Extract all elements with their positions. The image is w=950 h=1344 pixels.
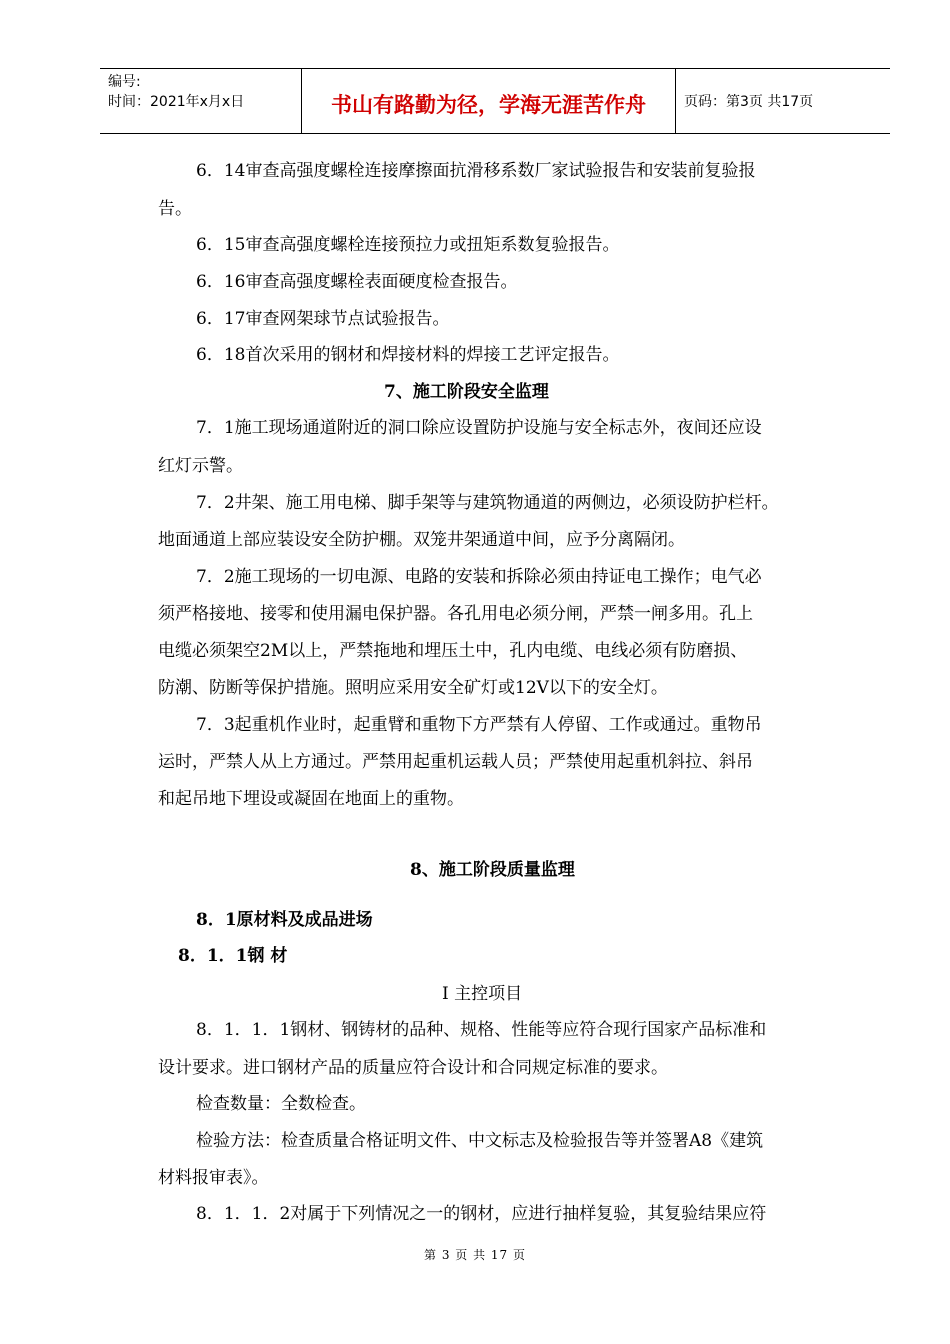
document-number-label: 编号:	[108, 74, 141, 90]
section-heading: 8．1原材料及成品进场	[196, 910, 373, 930]
header-page-info: 页码：第3页 共17页	[684, 94, 814, 110]
section-heading: 8．1．1钢 材	[178, 946, 288, 966]
header-meta	[100, 69, 302, 133]
page-header	[100, 68, 890, 134]
header-motto: 书山有路勤为径，学海无涯苦作舟	[302, 69, 676, 133]
body-text-line: 6．18首次采用的钢材和焊接材料的焊接工艺评定报告。	[196, 345, 620, 365]
body-text-line: 8．1．1．2对属于下列情况之一的钢材，应进行抽样复验，其复验结果应符	[196, 1204, 767, 1224]
body-text-line: 红灯示警。	[158, 456, 243, 476]
body-text-line: 须严格接地、接零和使用漏电保护器。各孔用电必须分闸，严禁一闸多用。孔上	[158, 604, 753, 624]
body-text-line: 8．1．1．1钢材、钢铸材的品种、规格、性能等应符合现行国家产品标准和	[196, 1020, 767, 1040]
body-text-line: 6．14审查高强度螺栓连接摩擦面抗滑移系数厂家试验报告和安装前复验报	[196, 161, 756, 181]
body-text-line: 运时，严禁人从上方通过。严禁用起重机运载人员；严禁使用起重机斜拉、斜吊	[158, 752, 753, 772]
body-text-line: 6．17审查网架球节点试验报告。	[196, 309, 450, 329]
body-text-line: 和起吊地下埋设或凝固在地面上的重物。	[158, 789, 464, 809]
body-text-line: 地面通道上部应装设安全防护棚。双笼井架通道中间，应予分离隔闭。	[158, 530, 685, 550]
body-text-line: 防潮、防断等保护措施。照明应采用安全矿灯或12V以下的安全灯。	[158, 678, 668, 698]
section-heading: 7、施工阶段安全监理	[384, 382, 549, 402]
body-text-line: 6．15审查高强度螺栓连接预拉力或扭矩系数复验报告。	[196, 235, 620, 255]
body-text-line: 6．16审查高强度螺栓表面硬度检查报告。	[196, 272, 518, 292]
body-text-line: 材料报审表》。	[158, 1168, 269, 1188]
body-text-line: 设计要求。进口钢材产品的质量应符合设计和合同规定标准的要求。	[158, 1058, 668, 1078]
body-text-line: 检查数量：全数检查。	[196, 1094, 366, 1114]
body-text-line: 7．2井架、施工用电梯、脚手架等与建筑物通道的两侧边，必须设防护栏杆。	[196, 493, 779, 513]
body-text-line: Ⅰ 主控项目	[442, 984, 523, 1004]
body-text-line: 检验方法：检查质量合格证明文件、中文标志及检验报告等并签署A8《建筑	[196, 1131, 764, 1151]
body-text-line: 7．1施工现场通道附近的洞口除应设置防护设施与安全标志外，夜间还应设	[196, 418, 762, 438]
body-text-line: 告。	[158, 199, 192, 219]
page-footer: 第 3 页 共 17 页	[424, 1248, 526, 1262]
document-time-label: 时间：2021年x月x日	[108, 94, 245, 110]
section-heading: 8、施工阶段质量监理	[410, 860, 575, 880]
body-text-line: 电缆必须架空2M以上，严禁拖地和埋压土中，孔内电缆、电线必须有防磨损、	[158, 641, 748, 661]
body-text-line: 7．3起重机作业时，起重臂和重物下方严禁有人停留、工作或通过。重物吊	[196, 715, 762, 735]
body-text-line: 7．2施工现场的一切电源、电路的安装和拆除必须由持证电工操作；电气必	[196, 567, 762, 587]
